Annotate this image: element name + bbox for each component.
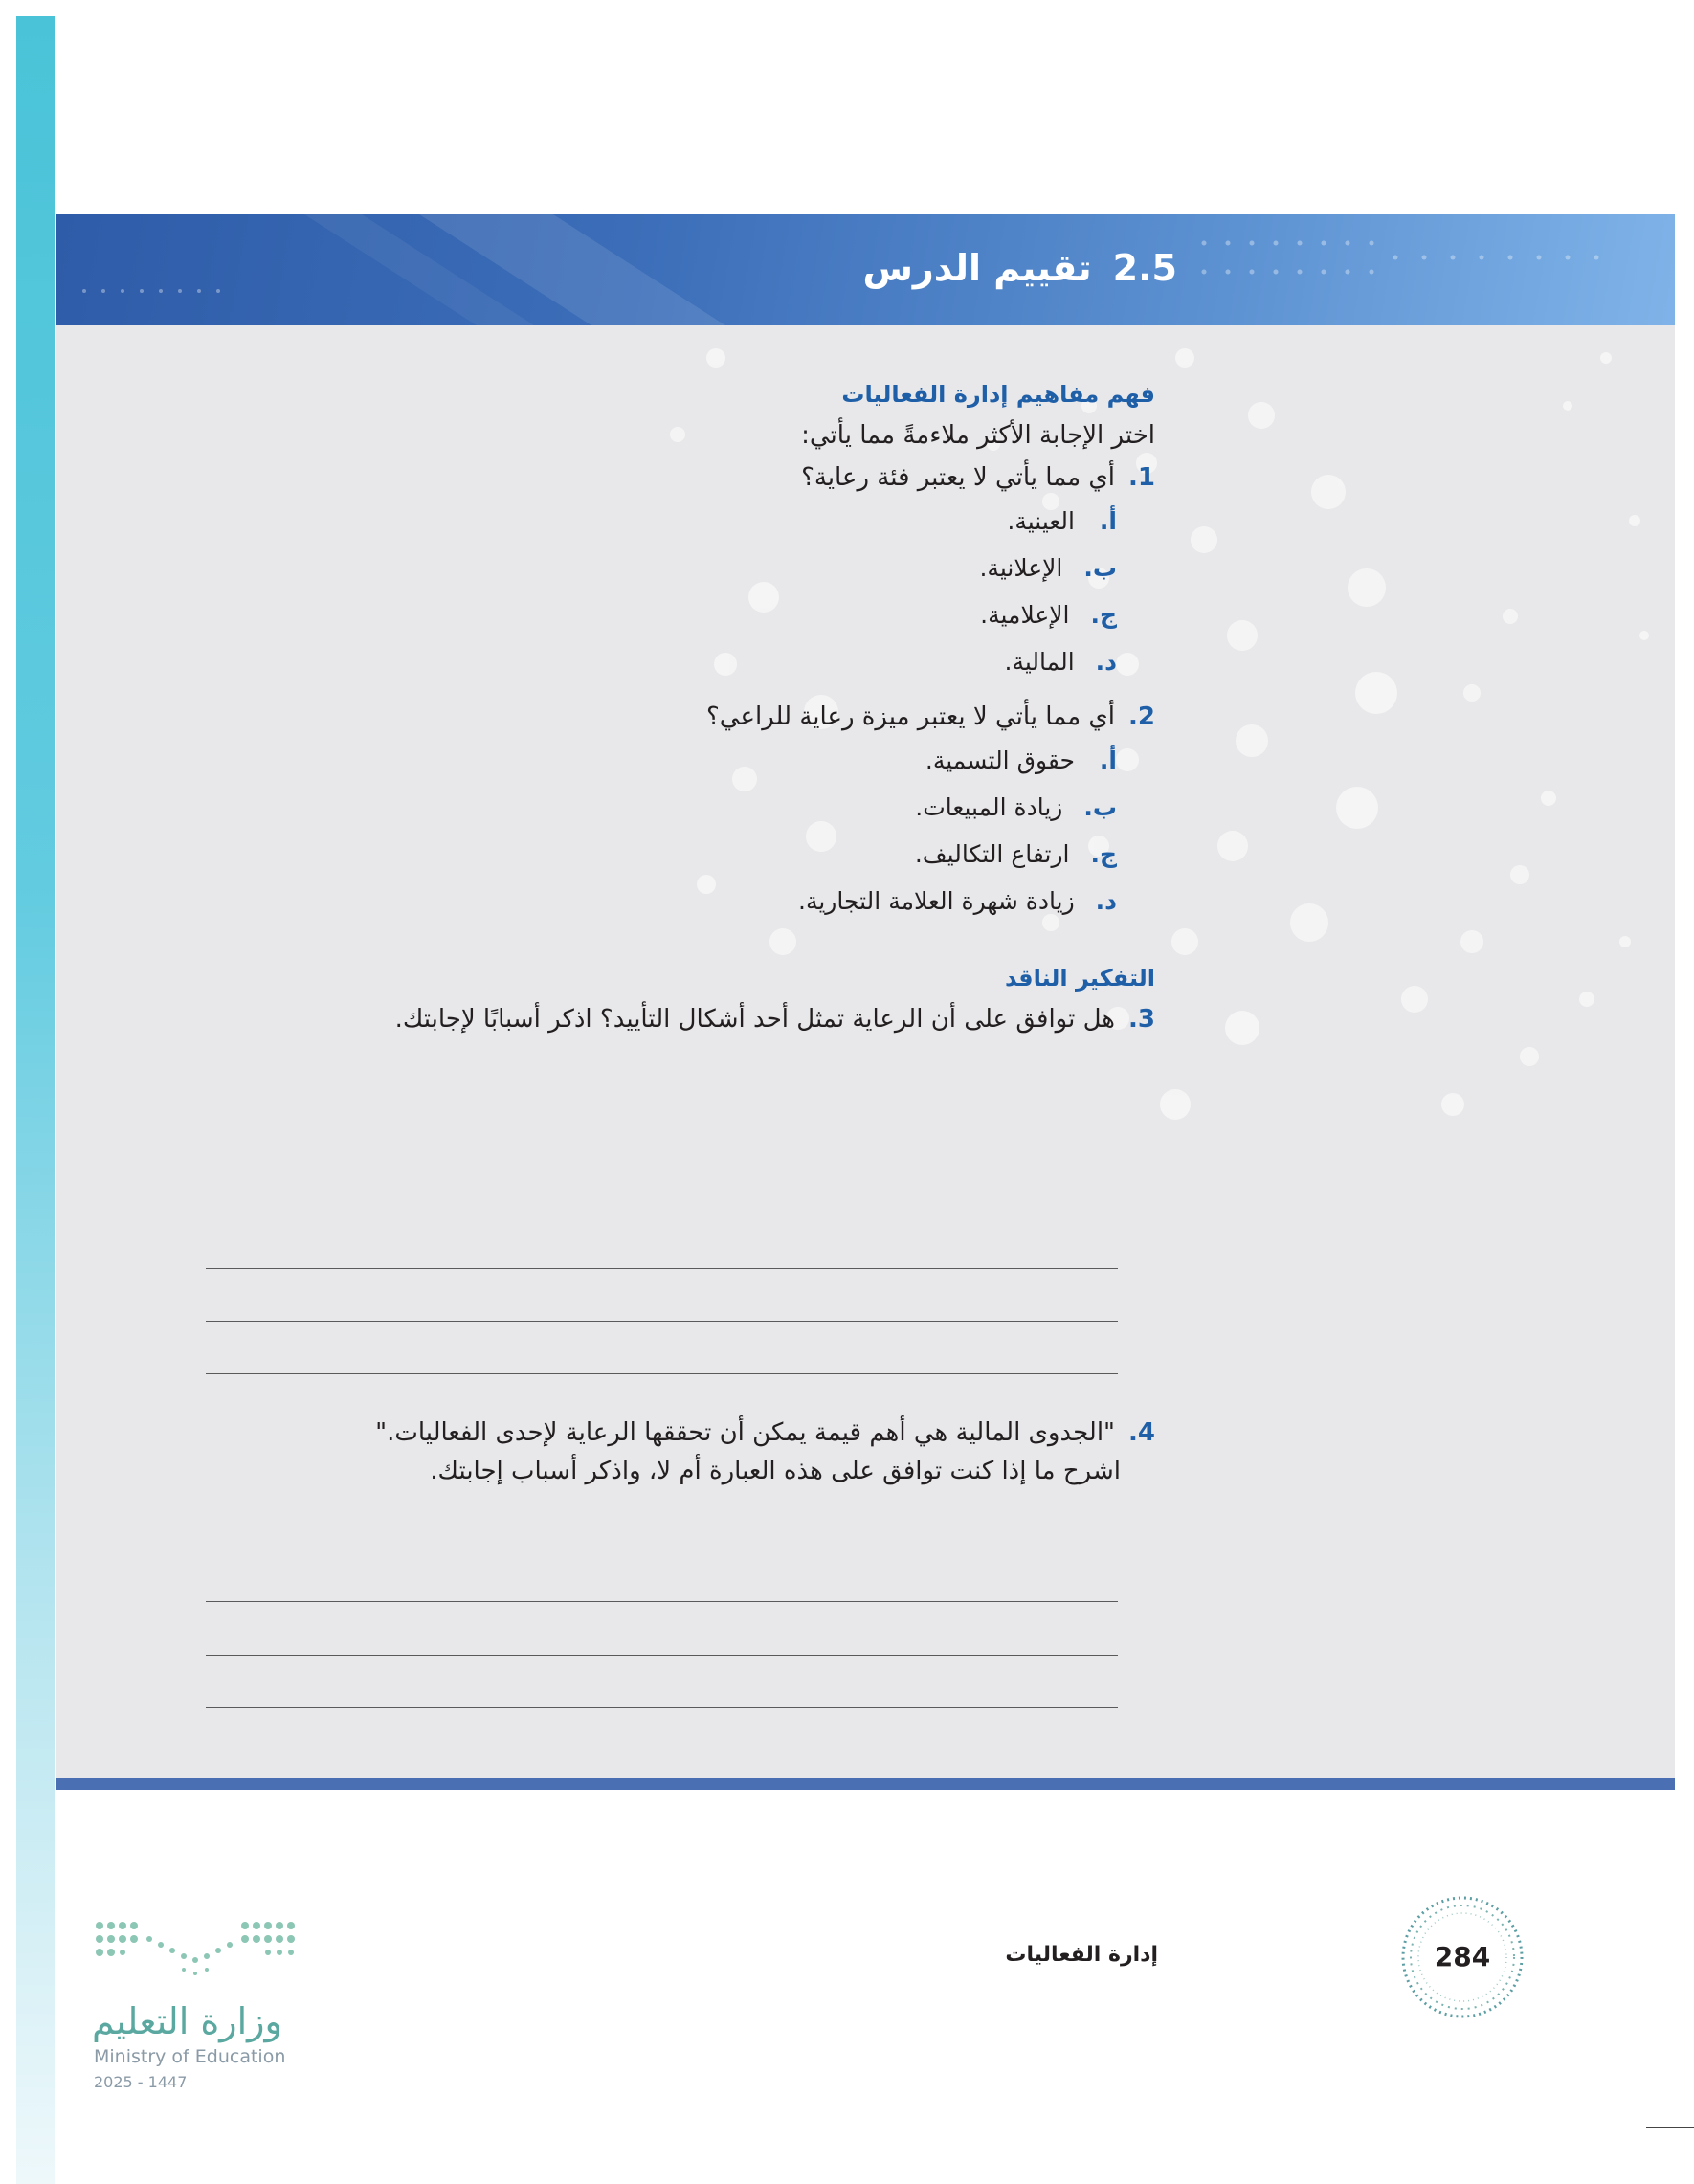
ministry-name-english: Ministry of Education: [94, 2046, 286, 2067]
lesson-title-text: تقييم الدرس: [862, 247, 1092, 289]
option: [198, 648, 1155, 676]
option-letter: أ.: [1099, 507, 1117, 535]
answer-line[interactable]: [206, 1655, 1118, 1656]
option: [198, 793, 1155, 821]
question-4-continued: [198, 1457, 1155, 1485]
answer-line[interactable]: [206, 1601, 1118, 1602]
option: [198, 507, 1155, 535]
lesson-number: 2.5: [1112, 247, 1177, 289]
question-text: أي مما يأتي لا يعتبر ميزة رعاية للراعي؟: [706, 702, 1116, 731]
exercise-content: [198, 381, 1155, 1034]
option-letter: د.: [1095, 648, 1117, 676]
question-4-block: [198, 1418, 1155, 1485]
option-text: الإعلامية.: [980, 601, 1070, 629]
footer-subject: إدارة الفعاليات: [1005, 1943, 1158, 1967]
option-letter: ج.: [1090, 840, 1117, 868]
question-text: أي مما يأتي لا يعتبر فئة رعاية؟: [801, 463, 1116, 492]
option-letter: ب.: [1083, 793, 1117, 821]
question-1: [198, 463, 1155, 492]
option-text: العينية.: [1007, 507, 1075, 535]
question-2: [198, 702, 1155, 731]
question-4: [198, 1418, 1155, 1447]
option-letter: ج.: [1090, 601, 1117, 629]
option-letter: ب.: [1083, 554, 1117, 582]
option: [198, 840, 1155, 868]
option: [198, 554, 1155, 582]
section-title-critical-thinking: التفكير الناقد: [1005, 965, 1155, 992]
option-text: زيادة المبيعات.: [915, 793, 1063, 821]
ministry-logo-dots: [92, 1914, 307, 1991]
question-number: 3.: [1128, 1005, 1155, 1034]
answer-line[interactable]: [206, 1373, 1118, 1374]
page-number: 284: [1434, 1941, 1491, 1972]
option-letter: د.: [1095, 887, 1117, 915]
question-3: [198, 1005, 1155, 1034]
edition-year: 2025 - 1447: [94, 2073, 188, 2091]
option-letter: أ.: [1099, 747, 1117, 774]
question-text: هل توافق على أن الرعاية تمثل أحد أشكال التأييد؟ اذكر أسبابًا لإجابتك.: [394, 1005, 1116, 1034]
question-text: "الجدوى المالية هي أهم قيمة يمكن أن تحققها الرعاية لإحدى الفعاليات.": [375, 1418, 1116, 1447]
side-decor-strip: [16, 16, 55, 2184]
crop-mark: [1646, 2127, 1694, 2128]
bottom-rule: [56, 1778, 1675, 1790]
lesson-title: [862, 247, 1177, 289]
question-number: 4.: [1128, 1418, 1155, 1447]
option: [198, 747, 1155, 774]
option-text: المالية.: [1004, 648, 1075, 676]
instruction-text: اختر الإجابة الأكثر ملاءمةً مما يأتي:: [801, 421, 1155, 450]
answer-line[interactable]: [206, 1321, 1118, 1322]
question-text-2: اشرح ما إذا كنت توافق على هذه العبارة أم لا، واذكر أسباب إجابتك.: [430, 1457, 1121, 1485]
option: [198, 601, 1155, 629]
ministry-name-arabic: وزارة التعليم: [92, 2000, 282, 2042]
question-number: 2.: [1128, 702, 1155, 731]
question-number: 1.: [1128, 463, 1155, 492]
option-text: زيادة شهرة العلامة التجارية.: [798, 887, 1075, 915]
option-text: حقوق التسمية.: [925, 747, 1075, 774]
section-title-concepts: فهم مفاهيم إدارة الفعاليات: [841, 381, 1155, 408]
option-text: ارتفاع التكاليف.: [914, 840, 1070, 868]
option: [198, 887, 1155, 915]
option-text: الإعلانية.: [979, 554, 1063, 582]
answer-line[interactable]: [206, 1268, 1118, 1269]
answer-line[interactable]: [206, 1707, 1118, 1708]
